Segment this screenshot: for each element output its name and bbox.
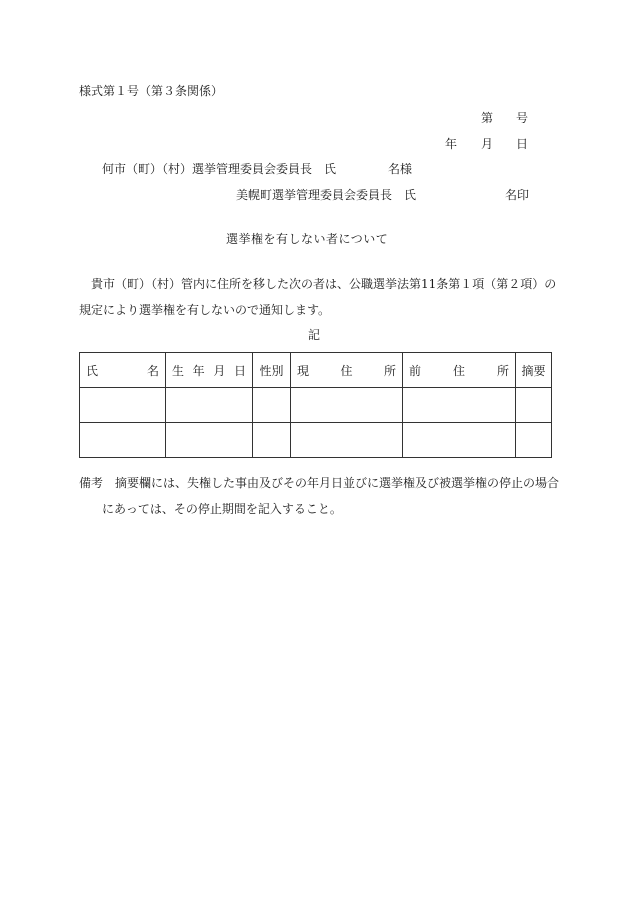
- birthdate-header-part-3: 月: [213, 363, 226, 378]
- table-cell[interactable]: [80, 423, 166, 458]
- sender-line: 美幌町選挙管理委員会委員長 氏: [236, 188, 417, 202]
- note-line-2: にあっては、その停止期間を記入すること。: [102, 502, 342, 516]
- table-cell[interactable]: [166, 388, 253, 423]
- document-number-label-go: 号: [516, 111, 529, 125]
- table-cell[interactable]: [516, 388, 552, 423]
- column-header-current-address: [291, 353, 403, 388]
- table-cell[interactable]: [80, 388, 166, 423]
- notice-body-line-1: 貴市（町）（村）管内に住所を移した次の者は、公職選挙法第11条第１項（第２項）の: [91, 277, 557, 291]
- table-row: [80, 388, 552, 423]
- date-year-label: 年: [445, 137, 458, 151]
- birthdate-header-part-1: 生: [172, 363, 185, 378]
- document-number-label-dai: 第: [481, 111, 494, 125]
- birthdate-header-part-2: 年: [192, 363, 205, 378]
- addressee-line: 何市（町）（村）選挙管理委員会委員長 氏: [102, 162, 337, 176]
- notice-body: [79, 271, 557, 323]
- table-cell[interactable]: [253, 388, 291, 423]
- ki-heading: 記: [308, 328, 321, 342]
- table-cell[interactable]: [403, 423, 516, 458]
- column-header-remarks: 摘要: [516, 353, 552, 388]
- column-header-birthdate: [166, 353, 253, 388]
- table-cell[interactable]: [291, 388, 403, 423]
- table-cell[interactable]: [291, 423, 403, 458]
- sender-seal-label: 名印: [505, 188, 530, 202]
- table-row: [80, 423, 552, 458]
- registrant-table: [79, 352, 552, 458]
- date-day-label: 日: [516, 137, 529, 151]
- current-address-header-part-1: 現: [297, 363, 310, 378]
- column-header-sex: 性別: [253, 353, 291, 388]
- date-month-label: 月: [481, 137, 494, 151]
- notice-body-line-2: 規定により選挙権を有しないので通知します。: [79, 303, 331, 317]
- previous-address-header-part-2: 住: [452, 363, 465, 378]
- current-address-header-part-3: 所: [383, 363, 396, 378]
- previous-address-header-part-1: 前: [409, 363, 422, 378]
- table-cell[interactable]: [516, 423, 552, 458]
- current-address-header-part-2: 住: [340, 363, 353, 378]
- table-cell[interactable]: [253, 423, 291, 458]
- addressee-honorific: 名様: [388, 162, 413, 176]
- note-label: 備考: [79, 476, 104, 490]
- column-header-previous-address: [403, 353, 516, 388]
- form-number: 様式第１号（第３条関係）: [79, 84, 224, 98]
- name-header-part-1: 氏: [86, 363, 99, 378]
- birthdate-header-part-4: 日: [233, 363, 246, 378]
- document-title: 選挙権を有しない者について: [226, 232, 389, 246]
- table-header-row: [80, 353, 552, 388]
- note-line-1: 摘要欄には、失権した事由及びその年月日並びに選挙権及び被選挙権の停止の場合: [115, 476, 560, 490]
- column-header-name: [80, 353, 166, 388]
- previous-address-header-part-3: 所: [496, 363, 509, 378]
- table-cell[interactable]: [166, 423, 253, 458]
- name-header-part-2: 名: [146, 363, 159, 378]
- table-cell[interactable]: [403, 388, 516, 423]
